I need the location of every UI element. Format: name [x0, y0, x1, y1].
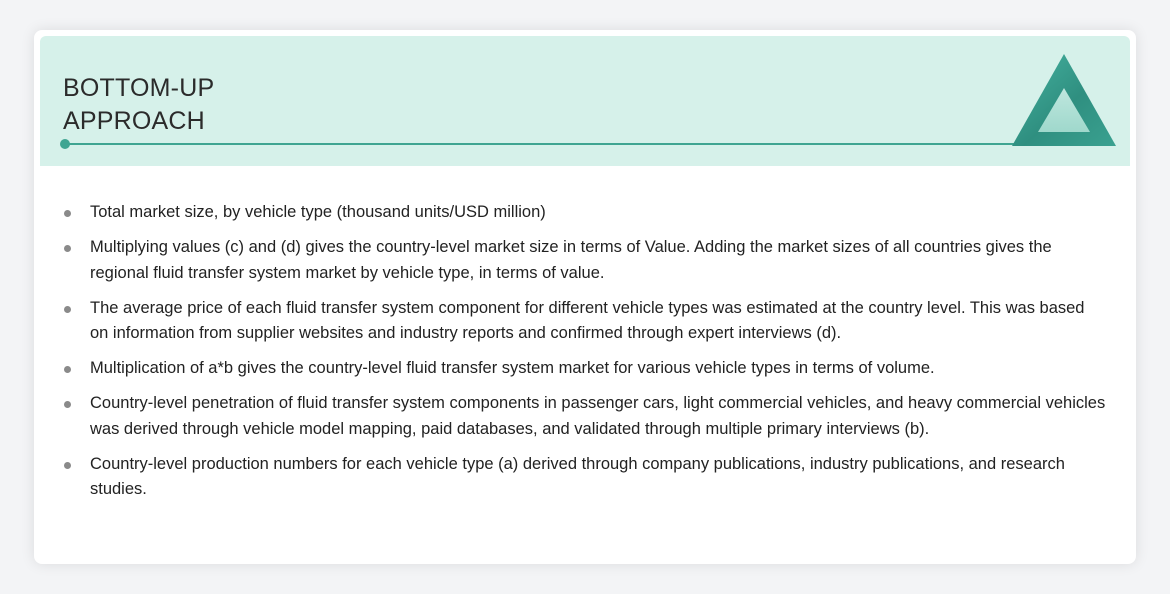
- bullet-dot: [64, 245, 71, 252]
- list-item: [56, 452, 1106, 503]
- bullet-text: Country-level production numbers for each vehicle type (a) derived through company publications, industry publications, and research studies.: [90, 454, 1065, 498]
- list-item: [56, 296, 1106, 347]
- bullet-text: Total market size, by vehicle type (thousand units/USD million): [90, 203, 546, 221]
- list-item: [56, 200, 1106, 226]
- bullet-dot: [64, 366, 71, 373]
- approach-card: [34, 30, 1136, 564]
- bullet-list: [56, 200, 1106, 512]
- list-item: [56, 391, 1106, 442]
- bullet-dot: [64, 306, 71, 313]
- bullet-text: Multiplying values (c) and (d) gives the country-level market size in terms of Value. Adding the market sizes of all countries gives the regional fluid transfer system market by vehicle type, in terms of value.: [90, 238, 1052, 282]
- page-title: [63, 72, 463, 138]
- bullet-dot: [64, 210, 71, 217]
- card-header: [40, 36, 1130, 166]
- title-line-2: APPROACH: [63, 107, 205, 135]
- header-divider-dot: [60, 139, 70, 149]
- list-item: [56, 356, 1106, 382]
- title-line-1: BOTTOM-UP: [63, 74, 215, 102]
- bullet-text: Multiplication of a*b gives the country-level fluid transfer system market for various vehicle types in terms of volume.: [90, 359, 935, 377]
- bullet-dot: [64, 462, 71, 469]
- list-item: [56, 235, 1106, 286]
- header-divider: [65, 143, 1015, 145]
- triangle-icon: [1010, 52, 1118, 148]
- bullet-text: Country-level penetration of fluid transfer system components in passenger cars, light commercial vehicles, and heavy commercial vehicles was derived through vehicle model mapping, paid databases, and validated through multiple primary interviews (b).: [90, 394, 1106, 438]
- bullet-dot: [64, 401, 71, 408]
- bullet-text: The average price of each fluid transfer system component for different vehicle types was estimated at the country level. This was based on information from supplier websites and industry reports and confirmed through expert interviews (d).: [90, 298, 1085, 342]
